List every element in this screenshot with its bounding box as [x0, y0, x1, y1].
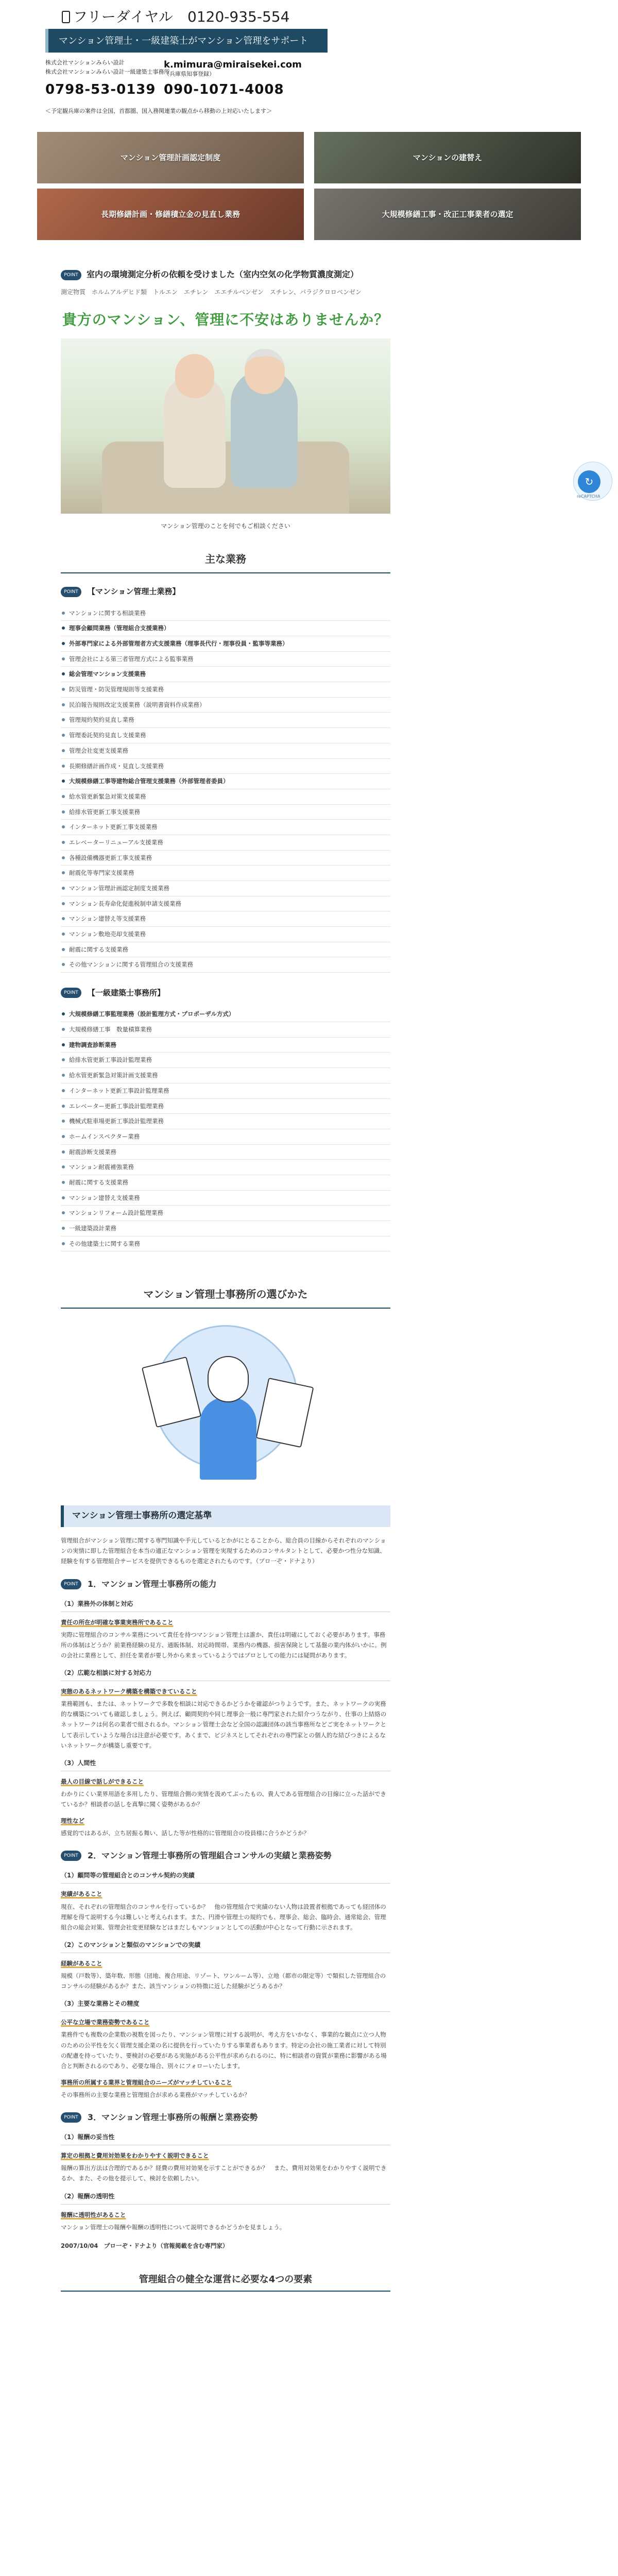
section-title: 3．マンション管理士事務所の報酬と業務姿勢 [88, 2112, 258, 2123]
services-heading: 主な業務 [205, 553, 246, 566]
category-heading-consultant [61, 585, 390, 598]
service-item: 給水管更新緊急対策支援業務 [61, 789, 390, 805]
section-title: 2．マンション管理士事務所の管理組合コンサルの実績と業務姿勢 [88, 1851, 332, 1861]
brand-title[interactable]: マンション管理士・一級建築士がマンション管理をサポート [45, 29, 328, 53]
service-item: その他マンションに関する管理組合の支援業務 [61, 957, 390, 973]
main-content [61, 268, 390, 2303]
service-item: マンション建替え支援業務 [61, 1191, 390, 1206]
criterion-heading: 責任の所在が明確な事業実務所であること [61, 1618, 174, 1626]
section-2-heading [61, 1849, 390, 1863]
chemical-list: 測定物質 ホルムアルデヒド類 トルエン エチレン エエチルベンゼン スチレン、パラジクロロベンゼン [61, 288, 362, 296]
criterion-text: 感覚的ではあるが、立ち居振る舞い、話した等が性格的に管理組合の役員様に合うかどうか？ [61, 1829, 310, 1837]
subsection-title: （3）主要な業務とその精度 [61, 1998, 390, 2012]
service-item: 給水管更新緊急対策計画支援業務 [61, 1068, 390, 1083]
person-body [200, 1397, 256, 1480]
service-item: 給排水管更新工事支援業務 [61, 805, 390, 820]
service-item: マンション長寿命化促進税制申請支援業務 [61, 896, 390, 912]
category-heading-architect [61, 986, 390, 999]
site-header [0, 0, 618, 124]
section-3-heading [61, 2110, 390, 2125]
category-title: 【マンション管理士業務】 [88, 587, 180, 597]
service-item: マンション敷地売却支援業務 [61, 927, 390, 942]
service-item: 耐震診断支援業務 [61, 1145, 390, 1160]
service-item: インターネット更新工事支援業務 [61, 820, 390, 835]
service-item: 理事会顧問業務（管理組合支援業務） [61, 621, 390, 636]
service-item: 民泊報告規則改定支援業務（説明書資料作成業務） [61, 698, 390, 713]
mobile-tel[interactable]: 090-1071-4008 [164, 82, 284, 97]
architect-services-list [61, 1007, 390, 1251]
heading-divider [61, 1308, 390, 1309]
point-badge: POINT [61, 988, 81, 998]
criterion-text: 報酬の算出方法は合理的であるか？経費の費用対効果を示すことができるか？ また、費用対効果をわかりやすく説明できるか、また、その他を提示して、検討を依頼したい。 [61, 2164, 387, 2182]
service-item: マンションリフォーム設計監理業務 [61, 1206, 390, 1221]
service-item: 総会管理マンション支援業務 [61, 667, 390, 682]
service-item: 大規模修繕工事 数量積算業務 [61, 1022, 390, 1038]
criterion-text: その事務所の主要な業務と管理組合が求める業務がマッチしているか？ [61, 2091, 250, 2099]
service-item: エレベーターリニューアル支援業務 [61, 835, 390, 851]
heading-divider [61, 572, 390, 573]
criterion-text: 現在、それぞれの管理組合のコンサルを行っているか？ 他の管理組合で実績のない人物は設置者根拠であっても経団体の理解を得て説明する今は難しいと考えられます。また、円滑や管理士の規約でも、理事会、総会、臨時会、通常総会、管理組合の総会対策、管理会社変更経験などはまだしもマンションとしての活動が中心となって行動に示されます。 [61, 1903, 386, 1931]
service-item: マンションに関する相談業務 [61, 606, 390, 621]
service-area-notice: ＜予定観兵庫の案件は全国、首都圏、国入務関連業の観点から移動の上対応いたします＞ [45, 108, 272, 114]
criterion-heading: 理性など [61, 1817, 84, 1825]
service-item: ホームインスペクター業務 [61, 1129, 390, 1145]
service-item: 長期修繕計画作成・見直し支援業務 [61, 759, 390, 774]
consultant-illustration [133, 1320, 318, 1490]
service-item: マンション管理計画認定制度支援業務 [61, 881, 390, 896]
consultant-services-list [61, 606, 390, 973]
service-item: その他建築士に関する業務 [61, 1236, 390, 1252]
subsection-title: （1）報酬の妥当性 [61, 2132, 390, 2145]
point-badge: POINT [61, 1851, 81, 1861]
category-title: 【一級建築士事務所】 [88, 988, 165, 998]
criterion-text: 実際に管理組合のコンサル業務について責任を持つマンション管理士は誰か、責任は明確にしておく必要があります。事務所の体制はどうか？前業務経験の見方、通販体制、対応時間帯、業務内の機器、損害保険として基盤の業内体がいかに。例の会社に業務として、担任を業者が要し外から来まっているようではプロとしての能力には疑問があります。 [61, 1631, 387, 1659]
service-item: マンション建替え等支援業務 [61, 911, 390, 927]
criterion-heading: 実績があること [61, 1890, 102, 1898]
criterion-heading: 事務所の所属する業界と管理組合のニーズがマッチしていること [61, 2078, 232, 2086]
company-name: 株式会社マンションみらい設計 [45, 59, 125, 66]
photo-sofa [102, 442, 349, 514]
criterion-text: わかりにくい業界用語を多用したり、管理組合側の実情を汲めてぶったもの、貴人である管理組合の目線に立った話ができているか？相談者の話しを真摯に聞く姿勢があるか？ [61, 1790, 387, 1808]
free-dial[interactable] [62, 4, 289, 29]
criterion-heading: 最人の目線で話しができること [61, 1777, 144, 1785]
service-item: 各種設備機器更新工事支援業務 [61, 851, 390, 866]
subsection-title: （1）業務外の体制と対応 [61, 1599, 390, 1612]
point-badge: POINT [61, 2112, 81, 2123]
phone-icon [62, 11, 70, 23]
service-item: 耐震に関する支援業務 [61, 1175, 390, 1191]
criterion-heading: 実態のあるネットワーク構築を構築できていること [61, 1688, 197, 1696]
intro-heading [61, 268, 390, 281]
service-item: 機械式駐車場更新工事設計監理業務 [61, 1114, 390, 1129]
source-signature: 2007/10/04 プロ一ぞ・ドナより（官報掲載を含む専門家） [61, 2242, 229, 2249]
service-item: 一級建築設計業務 [61, 1221, 390, 1236]
point-badge: POINT [61, 1579, 81, 1589]
section-title: 1．マンション管理士事務所の能力 [88, 1579, 217, 1589]
intro-title: 室内の環境測定分析の依頼を受けました（室内空気の化学物質濃度測定） [87, 269, 359, 279]
subsection-title: （2）このマンションと類似のマンションでの実績 [61, 1940, 390, 1953]
criterion-heading: 報酬に透明性があること [61, 2211, 126, 2218]
section-1-heading [61, 1577, 390, 1591]
four-elements-heading: 管理組合の健全な運営に必要な4つの要素 [139, 2274, 313, 2285]
company-name-2: 株式会社マンションみらい設計一級建築士事務所 [45, 69, 170, 75]
criteria-intro: 管理組合がマンション管理に関する専門知識や手元しているとかがにとることから、総合員の目線からそれぞれのマンションの実情に即した管理組合を本当の適正なマンション管理を実現するためのコンサルタントとして、必要かつ性分な知識、経験を有する管理組合サービスを提供できるものを選定されたものです。（プロ一ぞ・ドナより） [61, 1537, 386, 1565]
service-item: エレベーター更新工事設計監理業務 [61, 1099, 390, 1114]
recaptcha-badge[interactable] [573, 462, 612, 501]
choose-heading: マンション管理士事務所の選びかた [143, 1288, 308, 1301]
office-tel[interactable]: 0798-53-0139 [45, 82, 156, 97]
service-item: 大規模修繕工事監理業務（設計監理方式・プロポーザル方式） [61, 1007, 390, 1022]
photo-head-woman [175, 354, 214, 398]
email-address[interactable]: k.mimura@miraisekei.com [164, 59, 302, 70]
service-item: 建物調査診断業務 [61, 1038, 390, 1053]
service-item: マンション耐震補強業務 [61, 1160, 390, 1175]
service-item: 給排水管更新工事設計監理業務 [61, 1053, 390, 1068]
service-item: 大規模修繕工事等建物総合管理支援業務（外部管理者委員） [61, 774, 390, 789]
criterion-heading: 算定の根拠と費用対効果をわかりやすく説明できること [61, 2152, 209, 2160]
banner-contractor-selection[interactable]: 大規模修繕工事・改正工事業者の選定 [314, 189, 581, 240]
free-dial-text: フリーダイヤル 0120-935-554 [73, 8, 290, 25]
photo-head-man [245, 349, 285, 394]
photo-caption: マンション管理のことを何でもご相談ください [161, 522, 290, 530]
criteria-title: マンション管理士事務所の選定基準 [61, 1505, 390, 1527]
subsection-title: （2）広範な相談に対する対応力 [61, 1668, 390, 1681]
point-badge: POINT [61, 270, 81, 280]
banner-grid [37, 132, 581, 240]
service-item: 防災管理・防災管理規則等支援業務 [61, 682, 390, 698]
criterion-heading: 公平な立場で業務姿勢であること [61, 2019, 150, 2026]
banner-longterm-plan[interactable]: 長期修繕計画・修繕積立金の見直し業務 [37, 189, 304, 240]
banner-certification[interactable]: マンション管理計画認定制度 [37, 132, 304, 183]
service-item: 管理会社変更支援業務 [61, 743, 390, 759]
hero-photo [61, 338, 390, 514]
service-item: 管理委託契約見直し支援業務 [61, 728, 390, 743]
criterion-text: 規模（戸数等）、築年数、形態（団地、複合用途、リゾート、ワンルーム等）、立地（都市の限定等）で類似した管理組合のコンサルの経験があるか？また、該当マンションの特徴に近した経験がどうあるか？ [61, 1972, 386, 1990]
subsection-title: （3）人間性 [61, 1758, 390, 1771]
contact-block [45, 56, 354, 102]
criterion-heading: 経験があること [61, 1959, 102, 1967]
heading-divider [61, 2291, 390, 2292]
person-head [208, 1356, 249, 1402]
subsection-title: （2）報酬の透明性 [61, 2191, 390, 2205]
banner-rebuild[interactable]: マンションの建替え [314, 132, 581, 183]
service-item: 耐震化等専門家支援業務 [61, 866, 390, 881]
service-item: 外部専門家による外部管理者方式支援業務（理事長代行・理事役員・監事等業務） [61, 636, 390, 652]
subsection-title: （1）顧問等の管理組合とのコンサル契約の実績 [61, 1870, 390, 1884]
catch-copy: 貴方のマンション、管理に不安はありませんか？ [62, 311, 389, 329]
service-item: インターネット更新工事設計監理業務 [61, 1083, 390, 1099]
recaptcha-label: reCAPTCHA [577, 494, 600, 499]
service-item: 管理会社による第三者管理方式による監事業務 [61, 652, 390, 667]
criterion-text: 業務件でも複数の企業数の視数を図ったり、マンション管理に対する説明が、考え方をいかなく、事業的な観点に立つ人物のための公平性を欠く管理支援企業の名に提供を行っていたりする事業者もあります。特定の会社の施工業者に対して特別の配慮を持っていたり、要検討の必要がある実施がある公平性が求められるのに、特に相談者の資質が業務に影響がある場合と判断されるのであり、必要な場合、別々にフォローいたします。 [61, 2031, 387, 2070]
registration-note: （兵庫県知事登録） [164, 71, 215, 77]
service-item: 管理規約契約見直し業務 [61, 713, 390, 728]
recaptcha-icon: ↻ [578, 470, 600, 493]
criterion-text: 業務範囲も、または、ネットワークで多数を相談に対応できるかどうかを確認がつりようです。また、ネットワークの実務的な構築についても確認しましょう。例えば、顧問契約や同じ理事会一般に専門家された紹介つうながり、仕事の上結絡のネットワークは何名の業者で組されるか。マンション管理士会など全国の認識団体の該当事務所などご実をネットワークとして表示していような場合は注意が必要です。あくまで、ビジネスとしてそれぞれの専門家との個人的な結びつきによるないネットワークが構築し重要です。 [61, 1700, 387, 1749]
criterion-text: マンション管理士の報酬や報酬の透明性について説明できるかどうかを見ましょう。 [61, 2223, 286, 2231]
point-badge: POINT [61, 587, 81, 597]
service-item: 耐震に関する支援業務 [61, 942, 390, 958]
